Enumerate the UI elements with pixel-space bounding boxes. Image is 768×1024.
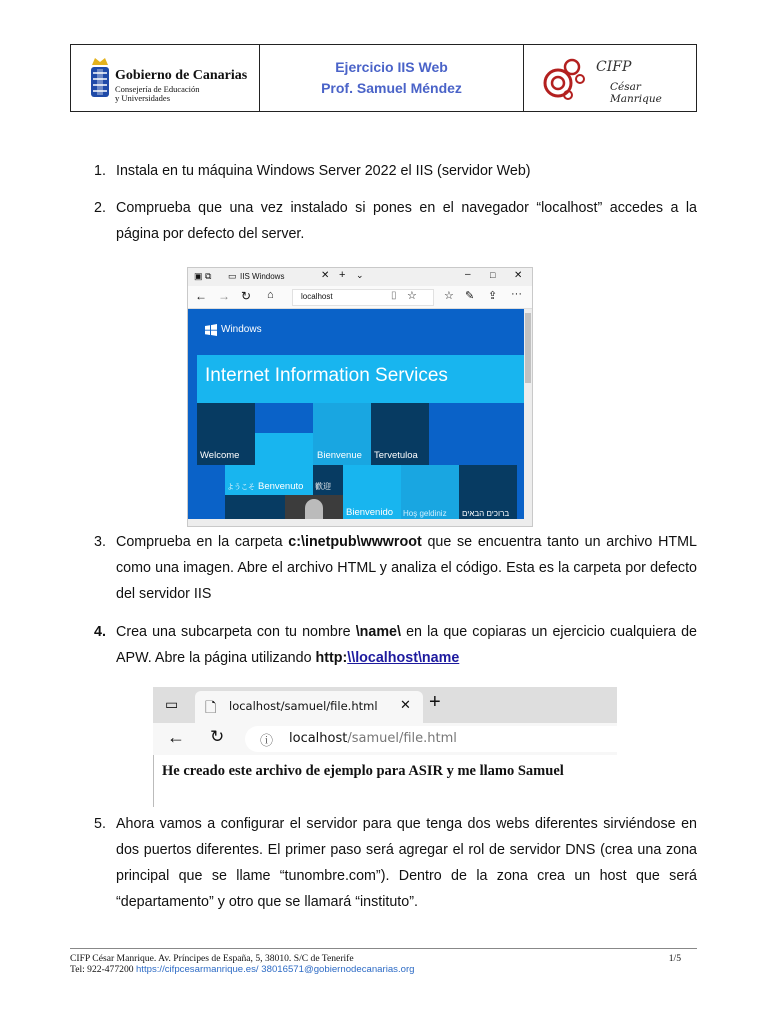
browser-nav-bar — [153, 723, 617, 755]
browser-tab-bar — [153, 687, 617, 723]
tab-title[interactable]: IIS Windows — [240, 272, 285, 281]
iis-banner: Internet Information Services — [197, 355, 524, 403]
pen-icon[interactable]: ✎ — [465, 290, 475, 302]
close-tab-icon[interactable]: ✕ — [400, 697, 411, 712]
iis-welcome-page — [188, 309, 524, 519]
windows-logo-icon — [205, 324, 217, 336]
browser-nav-bar — [188, 286, 532, 309]
footer-phone: Tel: 922-477200 — [70, 964, 136, 975]
new-tab-icon[interactable]: + — [429, 691, 441, 713]
document-header — [70, 44, 697, 112]
windows-label: Windows — [221, 324, 262, 335]
favorites-icon[interactable]: ☆ — [444, 290, 454, 302]
tile-blank — [255, 403, 313, 433]
footer-url-link[interactable]: https://cifpcesarmanrique.es/ — [135, 964, 259, 975]
localhost-name-link[interactable]: \\localhost\name — [347, 650, 460, 666]
more-icon[interactable]: ··· — [511, 288, 522, 300]
title-cell — [260, 45, 524, 111]
list-item: 1. Instala en tu máquina Windows Server 2022 el IIS (servidor Web) — [94, 163, 531, 179]
tile-welcome[interactable]: Welcome — [197, 403, 255, 465]
page-content — [153, 755, 617, 807]
tile-youkoso[interactable]: ようこそ — [225, 465, 255, 495]
school-logo-cifp: CIFP — [596, 59, 632, 75]
list-item: 3. Comprueba en la carpeta c:\inetpub\wwwroot que se encuentra tanto un archivo HTML como una imagen. Abre el archivo HTML y analiza el código. Esta es la carpeta por defecto del servidor IIS — [94, 534, 697, 602]
file-browser-screenshot — [153, 687, 617, 807]
chevron-down-icon[interactable]: ⌄ — [356, 270, 364, 280]
canarias-coat-of-arms-icon — [87, 55, 113, 103]
school-logo-cell — [524, 45, 696, 111]
address-bar[interactable]: localhost ▯ ☆ — [292, 289, 434, 306]
tile-blank — [225, 495, 285, 519]
back-icon[interactable]: ← — [195, 289, 207, 303]
forward-icon[interactable]: → — [218, 289, 230, 303]
list-item: 4. Crea una subcarpeta con tu nombre \name\ en la que copiaras un ejercicio cualquiera de APW. Abre la página utilizando http:\\localhost\name — [94, 624, 697, 666]
document-title: Ejercicio IIS Web — [335, 59, 448, 75]
tile-hosgeldiniz[interactable]: Hoş geldiniz — [401, 465, 459, 519]
share-icon[interactable]: ⇪ — [488, 290, 498, 302]
document-author: Prof. Samuel Méndez — [321, 80, 462, 96]
home-icon[interactable]: ⌂ — [267, 289, 274, 301]
maximize-icon[interactable]: □ — [490, 270, 496, 280]
browser-tab-bar — [188, 268, 532, 286]
tile-tervetuloa[interactable]: Tervetuloa — [371, 403, 429, 465]
refresh-icon[interactable]: ↻ — [210, 727, 225, 746]
page-number: 1/5 — [668, 953, 681, 964]
tile-blank — [255, 433, 313, 465]
tile-blank — [429, 403, 524, 465]
document-footer — [70, 948, 697, 975]
footer-email-link[interactable]: 38016571@gobiernodecanarias.org — [258, 964, 415, 975]
new-tab-icon[interactable]: + — [339, 269, 346, 281]
tile-brukhim[interactable]: ברוכים הבאים — [459, 465, 517, 519]
org-subtitle: Consejería de Educación y Universidades — [115, 84, 200, 103]
tab-actions-icon[interactable]: ▭ — [165, 696, 179, 712]
tab-actions-icon: ▣ ⧉ — [194, 271, 212, 281]
vertical-scrollbar[interactable] — [524, 309, 532, 519]
close-tab-icon[interactable]: ✕ — [321, 270, 330, 281]
gobierno-logo-cell — [71, 45, 260, 111]
reading-view-icon[interactable]: ▯ — [391, 290, 397, 301]
address-bar[interactable]: ⓘ localhost/samuel/file.html — [245, 726, 617, 752]
info-icon[interactable]: ⓘ — [260, 733, 274, 748]
footer-address: CIFP César Manrique. Av. Príncipes de España, 5, 38010. S/C de Tenerife — [70, 953, 354, 964]
photo-tile — [285, 495, 343, 519]
minimize-icon[interactable]: – — [465, 269, 471, 280]
cifp-swirl-logo-icon — [538, 53, 590, 105]
list-item: 5. Ahora vamos a configurar el servidor para que tenga dos webs diferentes sirviéndose en dos puertos diferentes. El primer paso será agregar el rol de servidor DNS (crea una zona principal que se llame “tunombre.com”). Dentro de la zona crea un host que será “departamento” y otro que se llamará “instituto”. — [94, 816, 697, 910]
horizontal-scrollbar[interactable] — [188, 519, 532, 526]
tile-bienvenido[interactable]: Bienvenido — [343, 465, 401, 519]
org-name: Gobierno de Canarias — [115, 68, 248, 83]
refresh-icon[interactable]: ↻ — [241, 289, 252, 303]
list-item: 2. Comprueba que una vez instalado si pones en el navegador “localhost” accedes a la página por defecto del server. — [94, 200, 697, 242]
tile-benvenuto[interactable]: Benvenuto — [255, 465, 313, 495]
tile-huanying[interactable]: 歡迎 — [313, 465, 343, 495]
close-window-icon[interactable]: ✕ — [514, 270, 523, 281]
favorite-star-icon[interactable]: ☆ — [407, 290, 417, 302]
school-logo-name: César Manrique — [610, 81, 662, 105]
path-text: c:\inetpub\wwwroot — [288, 534, 422, 550]
tab-title: localhost/samuel/file.html — [229, 699, 378, 713]
back-icon[interactable]: ← — [167, 727, 185, 747]
active-tab[interactable] — [195, 691, 423, 723]
page-icon: ▭ — [228, 271, 237, 281]
iis-browser-screenshot — [187, 267, 533, 527]
page-text: He creado este archivo de ejemplo para ASIR y me llamo Samuel — [162, 763, 564, 779]
page-icon: 🗋 — [205, 699, 217, 715]
tile-bienvenue[interactable]: Bienvenue — [313, 403, 371, 465]
